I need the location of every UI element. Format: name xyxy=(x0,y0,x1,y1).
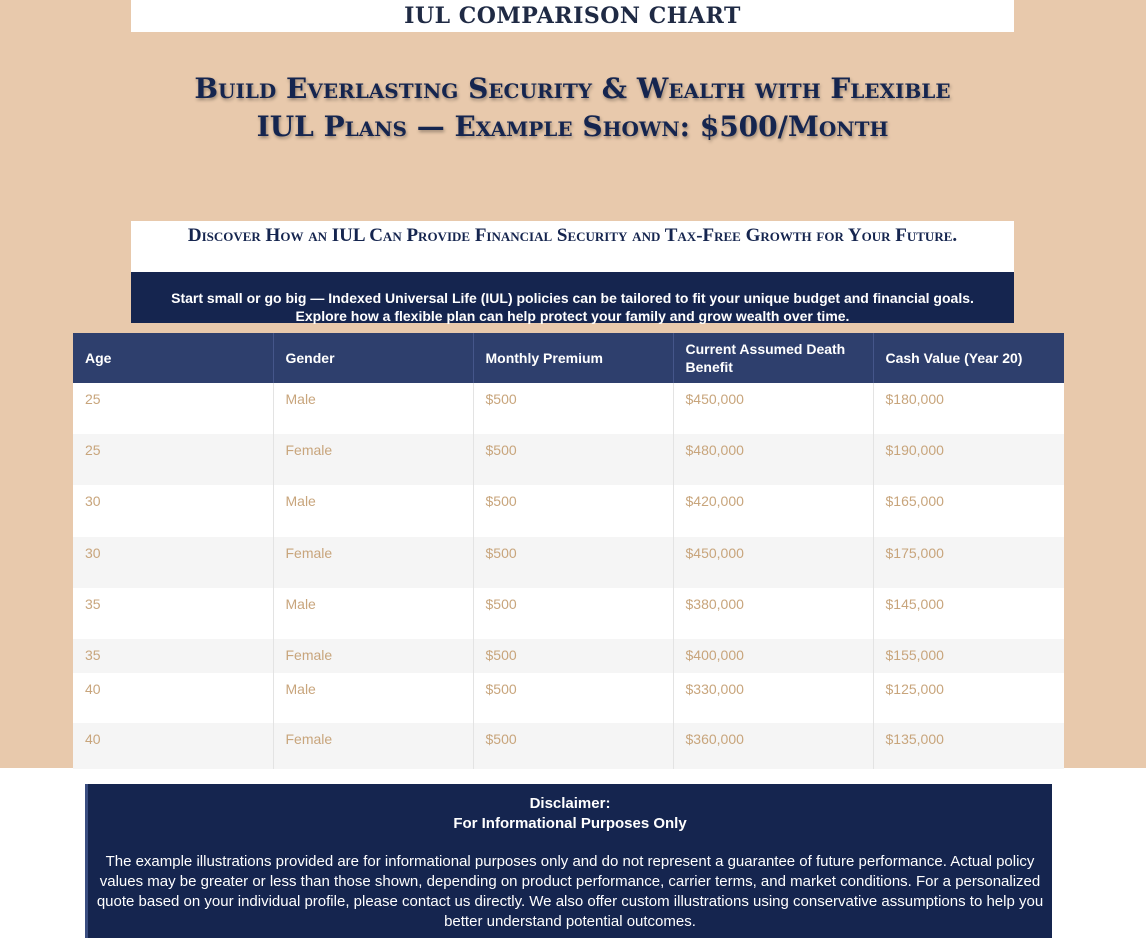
hero-banner xyxy=(131,32,1014,221)
cell-cash-value: $135,000 xyxy=(873,723,1064,769)
column-header-age: Age xyxy=(73,333,273,383)
comparison-table-container xyxy=(73,333,1064,769)
cell-premium: $500 xyxy=(473,434,673,485)
cell-gender: Male xyxy=(273,588,473,639)
cell-gender: Male xyxy=(273,673,473,723)
cell-premium: $500 xyxy=(473,383,673,434)
disclaimer-title: Disclaimer: xyxy=(529,795,611,812)
header-card xyxy=(131,0,1014,323)
table-row xyxy=(73,588,1064,639)
disclaimer-box xyxy=(85,784,1052,938)
cell-cash-value: $180,000 xyxy=(873,383,1064,434)
cell-death-benefit: $330,000 xyxy=(673,673,873,723)
cell-gender: Female xyxy=(273,723,473,769)
cell-age: 40 xyxy=(73,723,273,769)
cell-cash-value: $145,000 xyxy=(873,588,1064,639)
comparison-chart-title: IUL COMPARISON CHART xyxy=(131,0,1014,32)
cell-gender: Female xyxy=(273,639,473,673)
cell-premium: $500 xyxy=(473,723,673,769)
disclaimer-body: The example illustrations provided are for informational purposes only and do not represent a guarantee of future performance. Actual policy values may be greater or less than those shown, depending on product performance, carrier terms, and market conditions. For a personalized quote based on your individual profile, please contact us directly. We also offer custom illustrations using conservative assumptions to help you better understand potential outcomes. xyxy=(96,853,1044,930)
cell-age: 40 xyxy=(73,673,273,723)
cell-death-benefit: $450,000 xyxy=(673,383,873,434)
cell-death-benefit: $450,000 xyxy=(673,537,873,588)
column-header-cash-value: Cash Value (Year 20) xyxy=(873,333,1064,383)
cell-age: 25 xyxy=(73,383,273,434)
comparison-table xyxy=(73,333,1064,769)
table-row xyxy=(73,485,1064,537)
table-row xyxy=(73,383,1064,434)
cell-age: 30 xyxy=(73,537,273,588)
cell-death-benefit: $400,000 xyxy=(673,639,873,673)
intro-line-1: Start small or go big — Indexed Universal Life (IUL) policies can be tailored to fit your unique budget and financial goals. xyxy=(171,290,974,306)
cell-death-benefit: $480,000 xyxy=(673,434,873,485)
cell-age: 35 xyxy=(73,639,273,673)
cell-cash-value: $155,000 xyxy=(873,639,1064,673)
subtitle-band xyxy=(131,221,1014,272)
cell-gender: Male xyxy=(273,485,473,537)
column-header-death-benefit: Current Assumed Death Benefit xyxy=(673,333,873,383)
cell-premium: $500 xyxy=(473,673,673,723)
cell-premium: $500 xyxy=(473,485,673,537)
cell-death-benefit: $360,000 xyxy=(673,723,873,769)
table-row xyxy=(73,673,1064,723)
cell-death-benefit: $380,000 xyxy=(673,588,873,639)
intro-band xyxy=(131,272,1014,323)
cell-cash-value: $125,000 xyxy=(873,673,1064,723)
table-row xyxy=(73,723,1064,769)
table-row xyxy=(73,537,1064,588)
column-header-monthly-premium: Monthly Premium xyxy=(473,333,673,383)
cell-gender: Female xyxy=(273,537,473,588)
cell-age: 35 xyxy=(73,588,273,639)
cell-gender: Male xyxy=(273,383,473,434)
cell-cash-value: $165,000 xyxy=(873,485,1064,537)
table-row xyxy=(73,434,1064,485)
cell-cash-value: $190,000 xyxy=(873,434,1064,485)
cell-cash-value: $175,000 xyxy=(873,537,1064,588)
cell-death-benefit: $420,000 xyxy=(673,485,873,537)
intro-text xyxy=(131,289,1014,325)
table-header-row xyxy=(73,333,1064,383)
table-row xyxy=(73,639,1064,673)
cell-gender: Female xyxy=(273,434,473,485)
cell-age: 30 xyxy=(73,485,273,537)
cell-premium: $500 xyxy=(473,588,673,639)
disclaimer-subtitle: For Informational Purposes Only xyxy=(453,815,687,832)
cell-premium: $500 xyxy=(473,639,673,673)
hero-title: Build Everlasting Security & Wealth with Flexible IUL Plans — Example Shown: $500/Month xyxy=(194,72,951,143)
column-header-gender: Gender xyxy=(273,333,473,383)
cell-age: 25 xyxy=(73,434,273,485)
intro-line-2: Explore how a flexible plan can help protect your family and grow wealth over time. xyxy=(295,308,850,324)
cell-premium: $500 xyxy=(473,537,673,588)
subtitle: Discover How an IUL Can Provide Financial Security and Tax-Free Growth for Your Future. xyxy=(187,225,958,246)
